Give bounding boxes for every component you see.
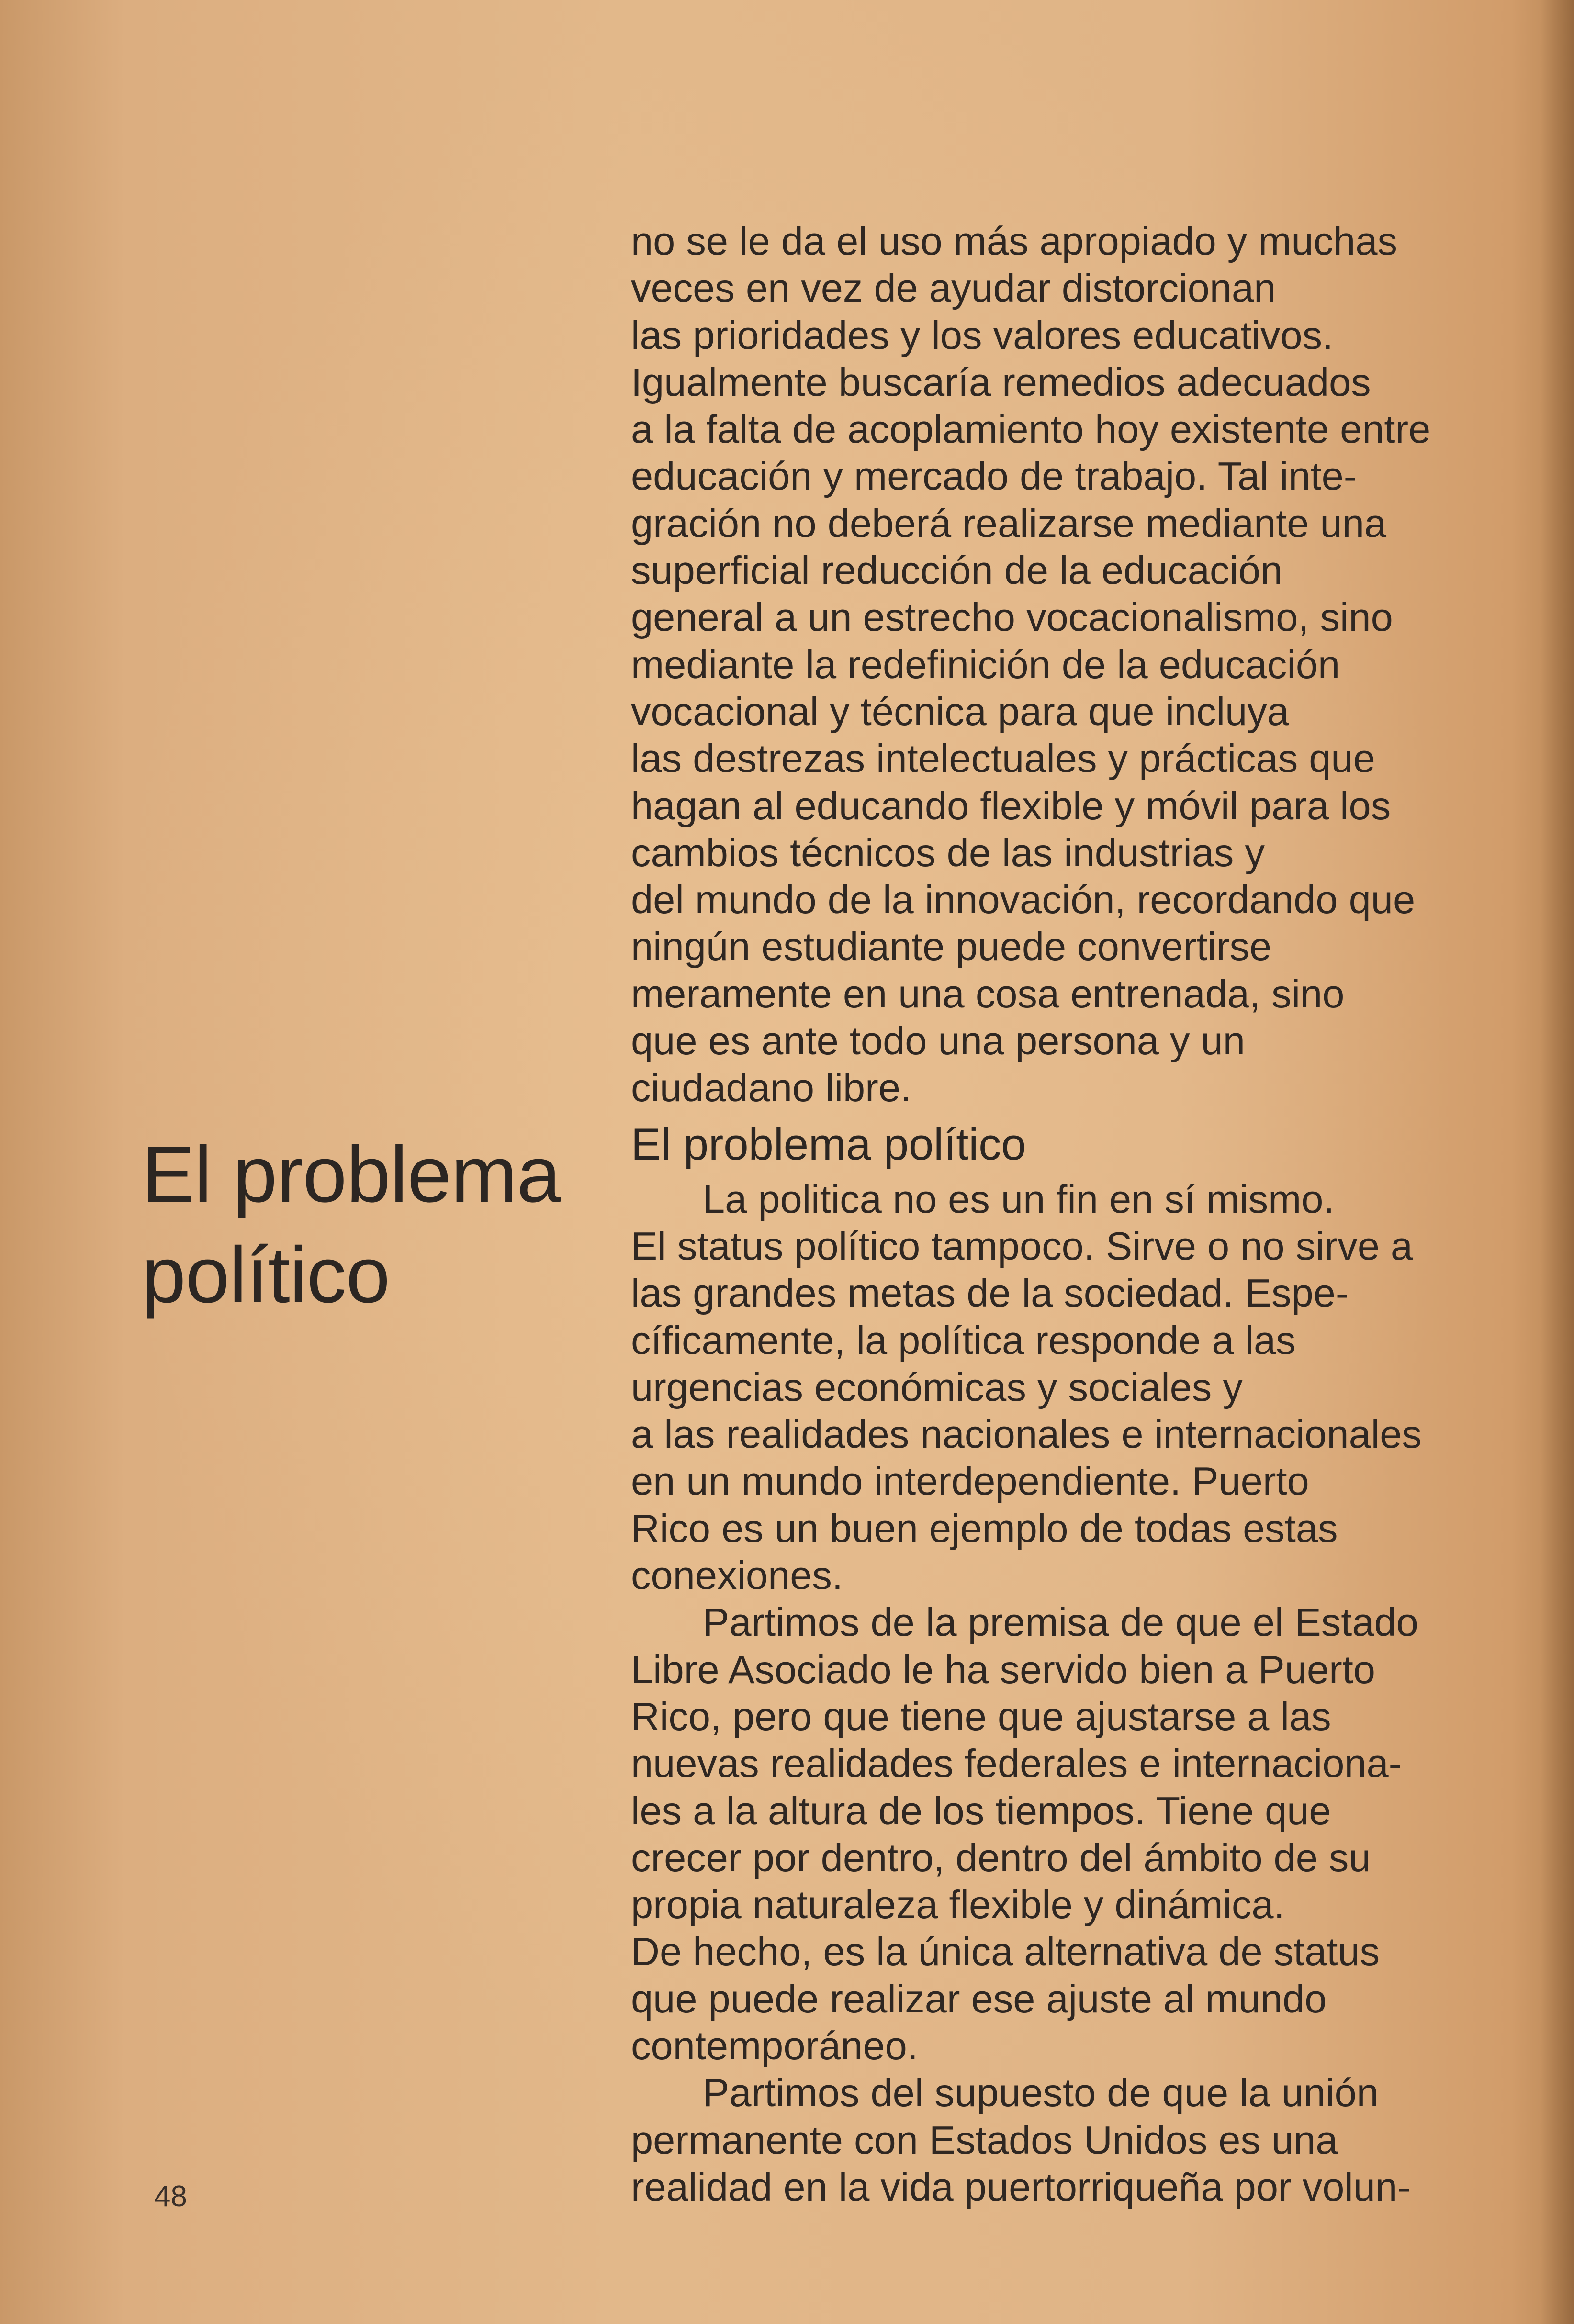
paragraph-first-line: Partimos del supuesto de que la unión: [703, 2070, 1379, 2115]
text-column: [631, 218, 1531, 2211]
text-line: general a un estrecho vocacionalismo, sino: [631, 595, 1393, 640]
text-line: cambios técnicos de las industrias y: [631, 830, 1265, 875]
text-line: contemporáneo.: [631, 2023, 918, 2068]
text-line: en un mundo interdependiente. Puerto: [631, 1459, 1309, 1504]
text-line: les a la altura de los tiempos. Tiene que: [631, 1788, 1331, 1833]
section-heading: El problema político: [631, 1118, 1026, 1169]
side-heading-line-1: El problema: [142, 1130, 561, 1219]
text-line: no se le da el uso más apropiado y muchas: [631, 219, 1397, 263]
text-line: permanente con Estados Unidos es una: [631, 2117, 1338, 2162]
paragraph-first-line: La politica no es un fin en sí mismo.: [703, 1176, 1335, 1221]
page-number: 48: [154, 2180, 187, 2213]
text-line: a la falta de acoplamiento hoy existente entre: [631, 407, 1431, 452]
text-line: Rico es un buen ejemplo de todas estas: [631, 1506, 1338, 1551]
text-line: superficial reducción de la educación: [631, 548, 1283, 593]
text-line: meramente en una cosa entrenada, sino: [631, 971, 1345, 1016]
text-line: hagan al educando flexible y móvil para los: [631, 783, 1391, 828]
text-line: cíficamente, la política responde a las: [631, 1318, 1296, 1363]
text-line: vocacional y técnica para que incluya: [631, 689, 1289, 734]
text-line: Libre Asociado le ha servido bien a Puerto: [631, 1647, 1375, 1692]
side-heading-line-2: político: [142, 1231, 390, 1319]
section-body: [631, 1176, 1531, 2211]
text-line: El status político tampoco. Sirve o no sirve a: [631, 1223, 1413, 1268]
text-line: ciudadano libre.: [631, 1065, 912, 1110]
side-heading: [142, 1125, 620, 1326]
text-line: mediante la redefinición de la educación: [631, 642, 1340, 687]
text-line: nuevas realidades federales e internaciona-: [631, 1741, 1402, 1786]
text-line: crecer por dentro, dentro del ámbito de su: [631, 1835, 1371, 1880]
intro-paragraph: [631, 218, 1531, 1112]
text-line: veces en vez de ayudar distorcionan: [631, 266, 1276, 311]
text-line: propia naturaleza flexible y dinámica.: [631, 1882, 1285, 1927]
text-line: las grandes metas de la sociedad. Espe-: [631, 1271, 1349, 1316]
text-line: Rico, pero que tiene que ajustarse a las: [631, 1694, 1331, 1739]
text-line: a las realidades nacionales e internacionales: [631, 1412, 1422, 1457]
text-line: De hecho, es la única alternativa de status: [631, 1929, 1380, 1974]
text-line: realidad en la vida puertorriqueña por volun-: [631, 2164, 1411, 2209]
text-line: que puede realizar ese ajuste al mundo: [631, 1976, 1327, 2021]
text-line: conexiones.: [631, 1553, 843, 1598]
text-line: gración no deberá realizarse mediante una: [631, 501, 1387, 546]
text-line: Igualmente buscaría remedios adecuados: [631, 359, 1371, 404]
text-line: las prioridades y los valores educativos.: [631, 313, 1334, 358]
paragraph-first-line: Partimos de la premisa de que el Estado: [703, 1600, 1418, 1645]
text-line: que es ante todo una persona y un: [631, 1018, 1245, 1063]
text-line: ningún estudiante puede convertirse: [631, 924, 1272, 969]
text-line: del mundo de la innovación, recordando que: [631, 877, 1416, 922]
text-line: las destrezas intelectuales y prácticas que: [631, 736, 1375, 781]
page-edge-shadow: [1540, 0, 1574, 2324]
text-line: educación y mercado de trabajo. Tal inte-: [631, 454, 1357, 499]
text-line: urgencias económicas y sociales y: [631, 1364, 1243, 1409]
